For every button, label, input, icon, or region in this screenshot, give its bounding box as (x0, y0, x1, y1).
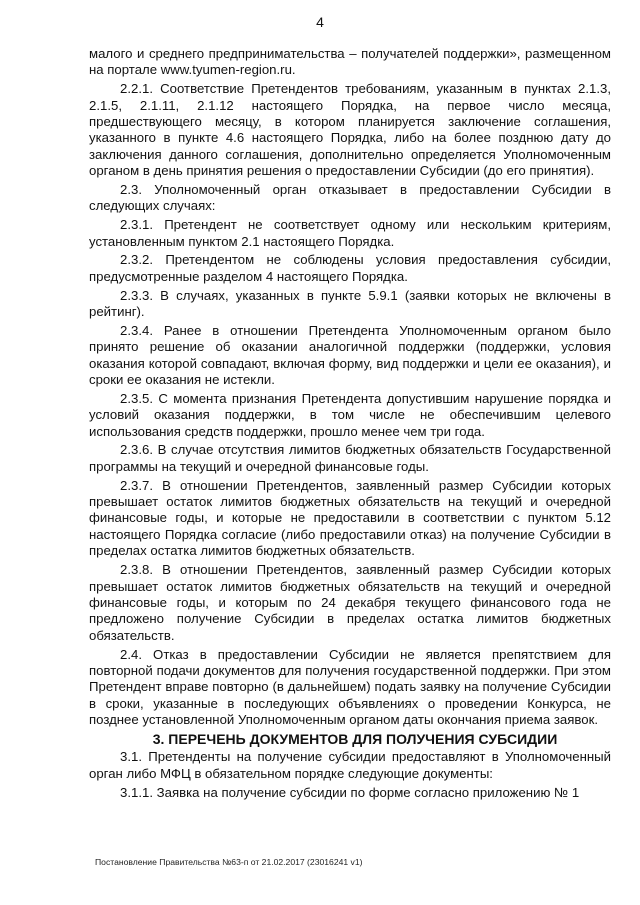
document-body (89, 46, 611, 803)
paragraph: 2.4. Отказ в предоставлении Субсидии не является препятствием для повторной подачи документов для получения государственной поддержки. При этом Претендент вправе повторно (в дальнейшем) подать заявку на получение Субсидии в сроки, указанные в последующих объявлениях о проведении Конкурса, не позднее установленной Уполномоченным органом даты окончания приема заявок. (89, 646, 611, 728)
paragraph: 2.3.8. В отношении Претендентов, заявленный размер Субсидии которых превышает остаток лимитов бюджетных обязательств на текущий и очередной финансовые годы, и которым по 24 декабря текущего финансового года не предложено получение Субсидии в пределах остатка лимитов бюджетных обязательств. (89, 562, 611, 643)
paragraph: 2.3.1. Претендент не соответствует одному или нескольким критериям, установленным пунктом 2.1 настоящего Порядка. (89, 217, 611, 249)
paragraph: 2.3.6. В случае отсутствия лимитов бюджетных обязательств Государственной программы на текущий и очередной финансовые годы. (89, 442, 611, 474)
paragraph: 2.3. Уполномоченный орган отказывает в предоставлении Субсидии в следующих случаях: (89, 182, 611, 214)
paragraph: 3.1.1. Заявка на получение субсидии по форме согласно приложению № 1 (120, 784, 580, 800)
section-heading: 3. ПЕРЕЧЕНЬ ДОКУМЕНТОВ ДЛЯ ПОЛУЧЕНИЯ СУБСИДИИ (152, 730, 558, 747)
paragraph: 2.3.4. Ранее в отношении Претендента Уполномоченным органом было принято решение об оказании аналогичной поддержки (поддержки, условия оказания которой совпадают, включая форму, вид поддержки и цели ее оказания), и сроки ее оказания не истекли. (89, 322, 611, 388)
paragraph: 2.3.5. С момента признания Претендента допустившим нарушение порядка и условий оказания поддержки, в том числе не обеспечившим целевого использования средств поддержки, прошло менее чем три года. (89, 390, 611, 439)
paragraph: 2.3.2. Претендентом не соблюдены условия предоставления субсидии, предусмотренные разделом 4 настоящего Порядка. (89, 252, 611, 284)
paragraph: 2.3.3. В случаях, указанных в пункте 5.9.1 (заявки которых не включены в рейтинг). (89, 287, 611, 320)
paragraph: 2.2.1. Соответствие Претендентов требованиям, указанным в пунктах 2.1.3, 2.1.5, 2.1.11, 2.1.12 настоящего Порядка, на первое число месяца, предшествующего месяцу, в котором планируется заключение соглашения, указанного в пункте 4.6 настоящего Порядка, либо на более позднюю дату до заключения данного соглашения, дополнительно определяется Уполномоченным органом в день принятия решения о предоставлении Субсидии (до его принятия). (89, 81, 611, 179)
paragraph: 3.1. Претенденты на получение субсидии предоставляют в Уполномоченный орган либо МФЦ в обязательном порядке следующие документы: (89, 749, 611, 781)
page-number: 4 (316, 14, 324, 30)
paragraph: малого и среднего предпринимательства – получателей поддержки», размещенном на портале www.tyumen-region.ru. (89, 46, 611, 78)
document-footer: Постановление Правительства №63-п от 21.02.2017 (23016241 v1) (95, 857, 363, 867)
paragraph: 2.3.7. В отношении Претендентов, заявленный размер Субсидии которых превышает остаток лимитов бюджетных обязательств на текущий и очередной финансовые годы, и которые не предоставили в соответствии с пунктом 5.12 настоящего Порядка согласие (либо предоставили отказ) на получение Субсидии в пределах остатка лимитов бюджетных обязательств. (89, 477, 611, 559)
